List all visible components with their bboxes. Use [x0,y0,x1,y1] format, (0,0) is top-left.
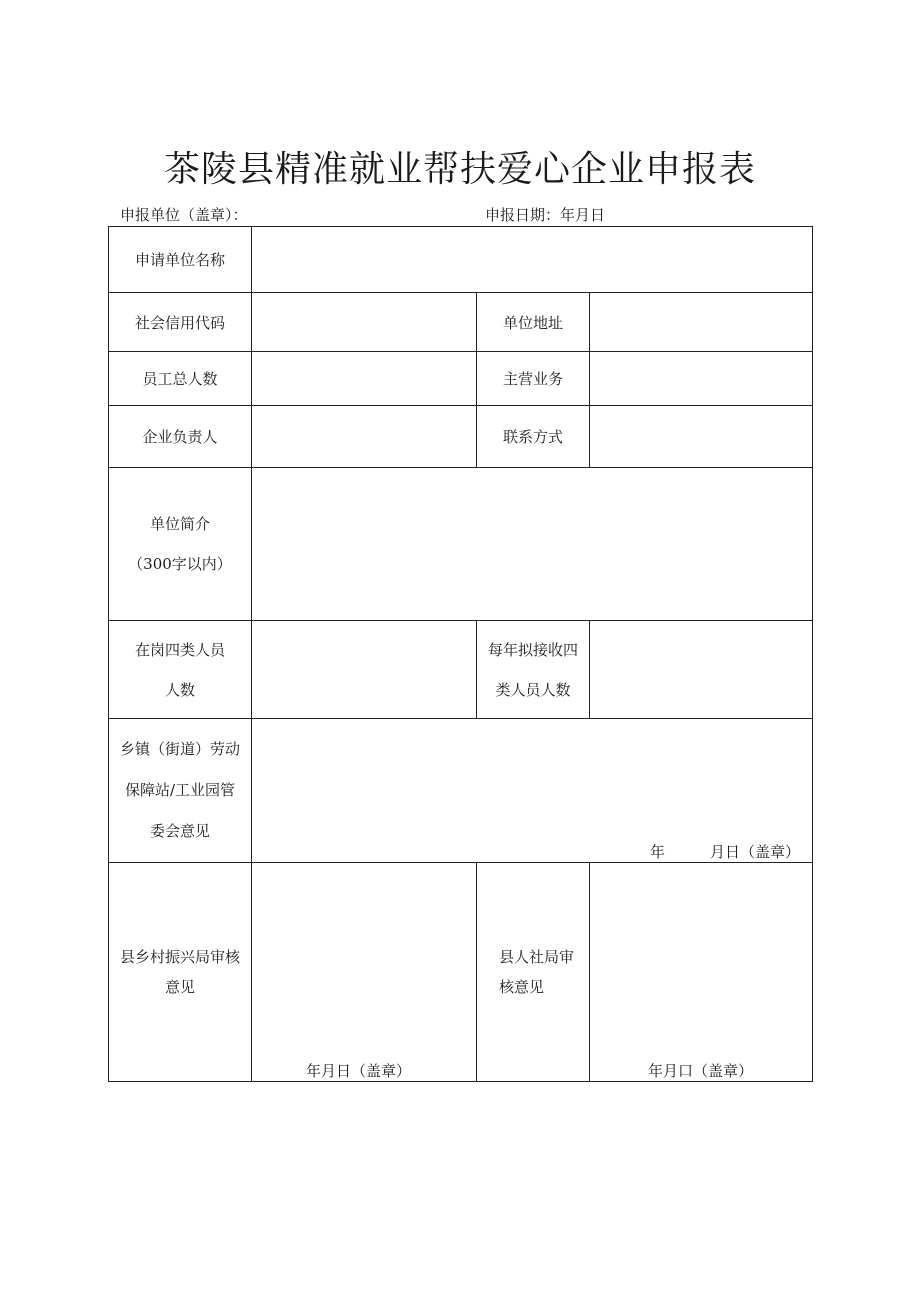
hrss-review-field[interactable] [590,863,813,1082]
town-date-year: 年 [650,843,666,861]
hrss-review-date: 年月口（盖章） [648,1062,754,1080]
onduty-count-line1: 在岗四类人员 [134,640,225,659]
contact-label: 联系方式 [477,406,590,468]
employee-count-label: 员工总人数 [109,352,252,406]
town-opinion-line1: 乡镇（街道）劳动 [119,740,240,758]
contact-field[interactable] [590,406,813,468]
unit-intro-field[interactable] [252,468,813,621]
apply-date-label: 申报日期：年月日 [485,206,606,224]
onduty-count-field[interactable] [252,621,477,719]
table-row [109,352,813,406]
legal-person-field[interactable] [252,406,477,468]
unit-intro-label [109,468,252,621]
credit-code-field[interactable] [252,293,477,352]
rural-review-field[interactable] [252,863,477,1082]
hrss-review-line2: 核意见 [499,978,545,996]
onduty-count-line2: 人数 [164,680,195,699]
unit-name-field[interactable] [252,227,813,293]
table-row [109,227,813,293]
table-row [109,468,813,621]
town-opinion-line3: 委会意见 [149,822,210,840]
address-label: 单位地址 [477,293,590,352]
table-row [109,863,813,1082]
address-field[interactable] [590,293,813,352]
rural-review-date: 年月日（盖章） [306,1062,412,1080]
onduty-count-label [109,621,252,719]
unit-intro-line2: （300字以内） [128,555,232,573]
employee-count-field[interactable] [252,352,477,406]
town-opinion-label [109,719,252,863]
page-title: 茶陵县精准就业帮扶爱心企业申报表 [163,149,756,190]
table-row [109,406,813,468]
table-row [109,293,813,352]
town-date-stamp: 月日（盖章） [710,843,801,861]
yearly-intake-line1: 每年拟接收四 [487,640,578,659]
town-opinion-field[interactable] [252,719,813,863]
yearly-intake-field[interactable] [590,621,813,719]
rural-review-line1: 县乡村振兴局审核 [119,948,240,966]
main-business-field[interactable] [590,352,813,406]
rural-review-label [109,863,252,1082]
table-row [109,621,813,719]
credit-code-label: 社会信用代码 [109,293,252,352]
unit-name-label: 申请单位名称 [109,227,252,293]
yearly-intake-label [477,621,590,719]
yearly-intake-line2: 类人员人数 [495,680,571,699]
hrss-review-line1: 县人社局审 [499,948,575,966]
town-opinion-line2: 保障站/工业园管 [124,781,236,799]
unit-intro-line1: 单位简介 [149,515,210,533]
application-form-table [108,226,813,1082]
table-row [109,719,813,863]
applicant-unit-label: 申报单位（盖章）： [120,206,248,224]
hrss-review-label [477,863,590,1082]
legal-person-label: 企业负责人 [109,406,252,468]
main-business-label: 主营业务 [477,352,590,406]
rural-review-line2: 意见 [164,978,195,996]
